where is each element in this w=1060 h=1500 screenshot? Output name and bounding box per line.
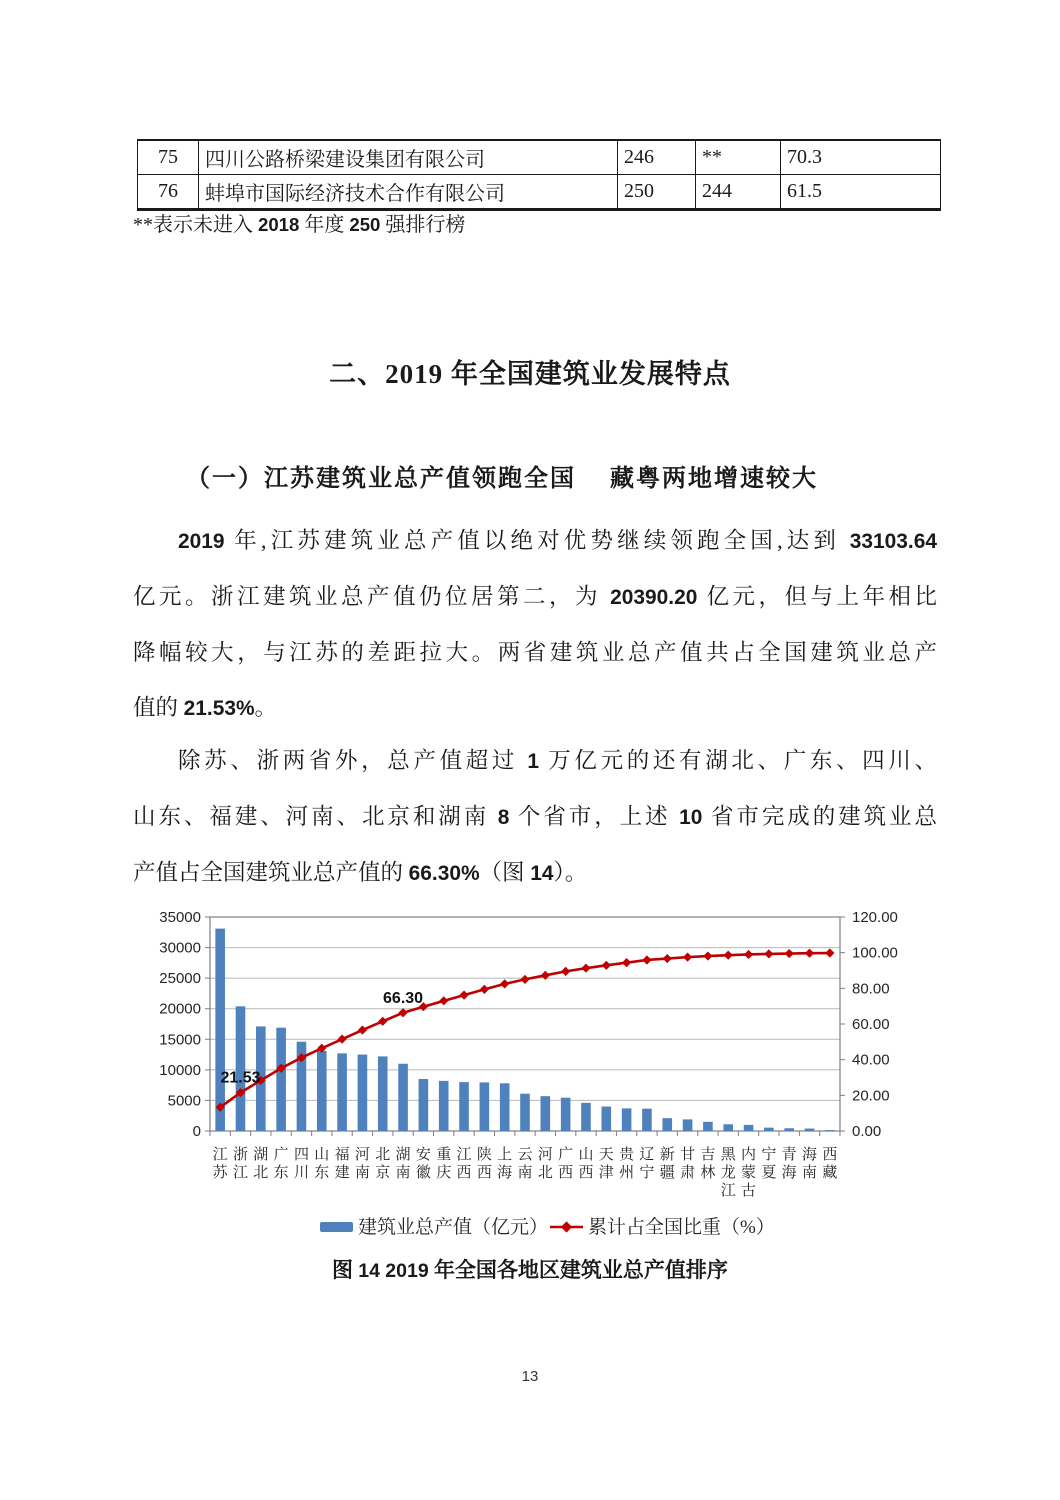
svg-text:广东: 广东 bbox=[273, 1147, 289, 1181]
svg-text:内蒙古: 内蒙古 bbox=[741, 1147, 757, 1199]
page-number: 13 bbox=[521, 1368, 539, 1385]
svg-text:100.00: 100.00 bbox=[852, 944, 898, 962]
svg-text:吉林: 吉林 bbox=[700, 1147, 716, 1181]
svg-text:30000: 30000 bbox=[159, 939, 201, 957]
figure-caption: 图 14 2019 年全国各地区建筑业总产值排序 bbox=[332, 1258, 728, 1282]
svg-text:贵州: 贵州 bbox=[619, 1147, 635, 1181]
text-line: 降幅较大，与江苏的差距拉大。两省建筑业总产值共占全国建筑业总产 bbox=[133, 640, 937, 665]
svg-text:重庆: 重庆 bbox=[436, 1147, 452, 1181]
company-name-cell: 四川公路桥梁建设集团有限公司 bbox=[199, 140, 618, 175]
svg-text:云南: 云南 bbox=[517, 1147, 533, 1181]
svg-text:北京: 北京 bbox=[375, 1147, 391, 1181]
svg-text:5000: 5000 bbox=[167, 1092, 201, 1110]
svg-text:浙江: 浙江 bbox=[232, 1147, 248, 1181]
text-line: 亿元。浙江建筑业总产值仍位居第二，为 20390.20 亿元，但与上年相比 bbox=[133, 584, 937, 609]
svg-text:66.30: 66.30 bbox=[383, 989, 424, 1007]
company-name-cell: 蚌埠市国际经济技术合作有限公司 bbox=[199, 175, 618, 210]
pareto-chart-svg bbox=[135, 898, 945, 1248]
svg-text:建筑业总产值（亿元）: 建筑业总产值（亿元） bbox=[358, 1217, 549, 1238]
svg-text:25000: 25000 bbox=[159, 970, 201, 988]
svg-text:海南: 海南 bbox=[802, 1147, 818, 1181]
right-axis bbox=[840, 909, 898, 1140]
paragraph-1 bbox=[133, 513, 937, 736]
svg-text:0.00: 0.00 bbox=[852, 1123, 882, 1140]
value-cell: 246 bbox=[618, 140, 696, 175]
svg-text:黑龙江: 黑龙江 bbox=[720, 1147, 736, 1199]
table-row bbox=[138, 140, 941, 175]
svg-text:15000: 15000 bbox=[159, 1031, 201, 1049]
text-line: 山东、福建、河南、北京和湖南 8 个省市，上述 10 省市完成的建筑业总 bbox=[133, 804, 937, 829]
value-cell: 244 bbox=[696, 175, 781, 210]
rank-cell: 75 bbox=[138, 140, 199, 175]
value-cell: 70.3 bbox=[781, 140, 941, 175]
svg-text:江苏: 江苏 bbox=[212, 1147, 228, 1181]
table-row bbox=[138, 175, 941, 210]
svg-text:山西: 山西 bbox=[578, 1147, 594, 1181]
svg-text:广西: 广西 bbox=[558, 1147, 574, 1181]
paragraph-2 bbox=[133, 733, 937, 901]
svg-text:福建: 福建 bbox=[334, 1147, 350, 1181]
svg-text:40.00: 40.00 bbox=[852, 1051, 890, 1069]
text-line: 2019 年,江苏建筑业总产值以绝对优势继续领跑全国,达到 33103.64 bbox=[178, 528, 937, 553]
svg-text:河北: 河北 bbox=[537, 1147, 553, 1181]
svg-text:20000: 20000 bbox=[159, 1000, 201, 1018]
svg-text:20.00: 20.00 bbox=[852, 1087, 890, 1105]
value-cell: 61.5 bbox=[781, 175, 941, 210]
svg-text:80.00: 80.00 bbox=[852, 980, 890, 998]
svg-text:新疆: 新疆 bbox=[659, 1147, 675, 1181]
section-title: 二、2019 年全国建筑业发展特点 bbox=[329, 359, 731, 389]
svg-text:山东: 山东 bbox=[314, 1147, 330, 1181]
left-axis bbox=[159, 909, 210, 1140]
svg-text:四川: 四川 bbox=[293, 1147, 309, 1181]
svg-text:60.00: 60.00 bbox=[852, 1016, 890, 1033]
text-line: 除苏、浙两省外，总产值超过 1 万亿元的还有湖北、广东、四川、 bbox=[178, 748, 937, 773]
svg-text:0: 0 bbox=[192, 1123, 201, 1140]
svg-text:安徽: 安徽 bbox=[415, 1147, 431, 1181]
cumulative-line-series bbox=[216, 948, 835, 1111]
ranking-table bbox=[137, 139, 941, 211]
x-axis-ticks bbox=[210, 1131, 840, 1136]
value-cell: 250 bbox=[618, 175, 696, 210]
svg-text:西藏: 西藏 bbox=[822, 1147, 838, 1181]
svg-text:天津: 天津 bbox=[598, 1147, 614, 1181]
svg-text:湖北: 湖北 bbox=[253, 1147, 269, 1181]
svg-text:宁夏: 宁夏 bbox=[761, 1147, 777, 1181]
svg-text:青海: 青海 bbox=[781, 1147, 797, 1181]
text-line: 值的 21.53%。 bbox=[133, 695, 278, 720]
svg-text:辽宁: 辽宁 bbox=[639, 1147, 655, 1181]
x-axis-labels bbox=[213, 1145, 838, 1199]
svg-text:10000: 10000 bbox=[159, 1061, 201, 1079]
svg-text:120.00: 120.00 bbox=[852, 909, 898, 926]
svg-text:湖南: 湖南 bbox=[395, 1147, 411, 1181]
svg-text:累计占全国比重（%）: 累计占全国比重（%） bbox=[588, 1217, 775, 1238]
chart-legend bbox=[320, 1216, 775, 1238]
bar-legend-swatch bbox=[320, 1222, 353, 1232]
table-footnote: **表示未进入 2018 年度 250 强排行榜 bbox=[133, 214, 466, 236]
svg-text:江西: 江西 bbox=[456, 1147, 472, 1181]
svg-text:上海: 上海 bbox=[497, 1147, 513, 1181]
svg-text:陕西: 陕西 bbox=[476, 1147, 492, 1181]
svg-text:河南: 河南 bbox=[354, 1147, 370, 1181]
value-cell: ** bbox=[696, 140, 781, 175]
rank-cell: 76 bbox=[138, 175, 199, 210]
pareto-chart bbox=[135, 898, 945, 1248]
svg-text:甘肃: 甘肃 bbox=[680, 1147, 696, 1181]
subsection-title: （一）江苏建筑业总产值领跑全国 藏粤两地增速较大 bbox=[186, 466, 818, 492]
svg-text:21.53: 21.53 bbox=[220, 1069, 261, 1087]
text-line: 产值占全国建筑业总产值的 66.30%（图 14）。 bbox=[133, 860, 588, 885]
svg-text:35000: 35000 bbox=[159, 909, 201, 926]
